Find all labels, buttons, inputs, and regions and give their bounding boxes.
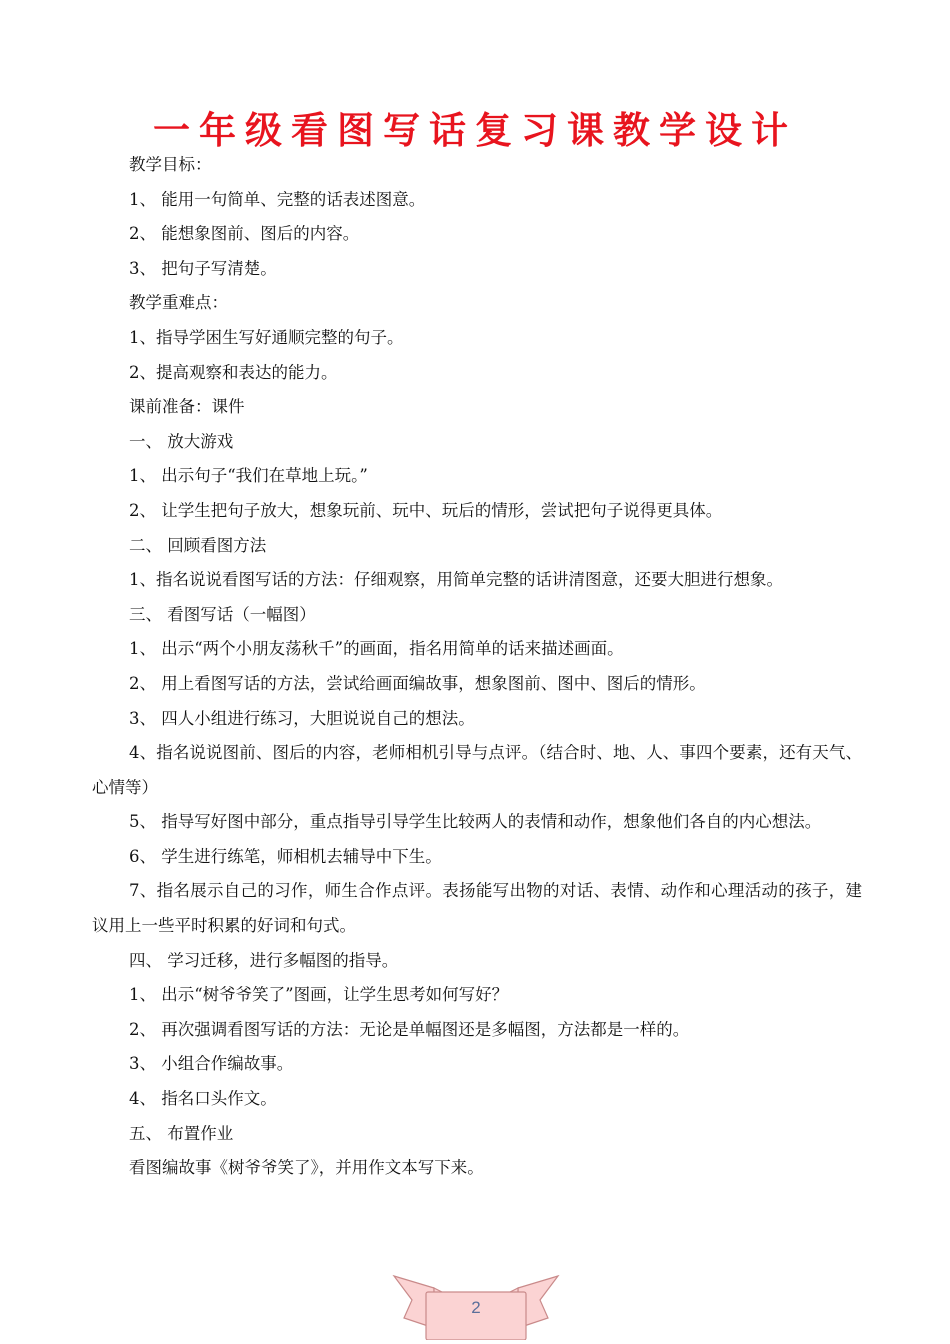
paragraph: 1、 出示句子“我们在草地上玩。” (129, 466, 368, 486)
paragraph: 2、提高观察和表达的能力。 (129, 362, 338, 382)
paragraph: 五、 布置作业 (129, 1123, 234, 1143)
paragraph: 课前准备：课件 (129, 397, 245, 417)
paragraph: 3、 四人小组进行练习，大胆说说自己的想法。 (129, 708, 475, 728)
paragraph: 四、 学习迁移，进行多幅图的指导。 (129, 950, 399, 970)
paragraph: 一、 放大游戏 (129, 431, 234, 451)
paragraph: 1、 出示“两个小朋友荡秋千”的画面，指名用简单的话来描述画面。 (129, 639, 624, 659)
paragraph: 三、 看图写话（一幅图） (129, 604, 316, 624)
paragraph: 2、 能想象图前、图后的内容。 (129, 224, 360, 244)
paragraph: 2、 用上看图写话的方法，尝试给画面编故事，想象图前、图中、图后的情形。 (129, 673, 706, 693)
paragraph: 6、 学生进行练笔，师相机去辅导中下生。 (129, 846, 442, 866)
paragraph: 7、指名展示自己的习作，师生合作点评。表扬能写出物的对话、表情、动作和心理活动的孩子，建议用上一些平时积累的好词和句式。 (92, 881, 862, 936)
paragraph: 5、 指导写好图中部分，重点指导引导学生比较两人的表情和动作，想象他们各自的内心想法。 (129, 812, 822, 832)
paragraph: 3、 把句子写清楚。 (129, 258, 277, 278)
paragraph: 1、指导学困生写好通顺完整的句子。 (129, 327, 404, 347)
paragraph: 1、 出示“树爷爷笑了”图画，让学生思考如何写好？ (129, 985, 509, 1005)
paragraph: 4、 指名口头作文。 (129, 1089, 277, 1109)
paragraph: 看图编故事《树爷爷笑了》，并用作文本写下来。 (129, 1158, 484, 1178)
paragraph: 二、 回顾看图方法 (129, 535, 267, 555)
paragraph: 教学目标： (129, 155, 212, 174)
paragraph: 1、 能用一句简单、完整的话表述图意。 (129, 189, 426, 209)
paragraph: 1、指名说说看图写话的方法：仔细观察，用简单完整的话讲清图意，还要大胆进行想象。 (129, 570, 783, 590)
paragraph: 4、指名说说图前、图后的内容，老师相机引导与点评。（结合时、地、人、事四个要素，还有天气、心情等） (92, 743, 862, 797)
document-body (92, 148, 862, 1186)
page-number-ribbon (390, 1268, 562, 1340)
page-number: 2 (471, 1298, 481, 1317)
document-title: 一年级看图写话复习课教学设计 (153, 109, 797, 152)
paragraph: 3、 小组合作编故事。 (129, 1054, 294, 1074)
paragraph: 2、 再次强调看图写话的方法：无论是单幅图还是多幅图，方法都是一样的。 (129, 1019, 690, 1039)
paragraph: 2、 让学生把句子放大，想象玩前、玩中、玩后的情形，尝试把句子说得更具体。 (129, 500, 723, 520)
paragraph: 教学重难点： (129, 293, 228, 313)
